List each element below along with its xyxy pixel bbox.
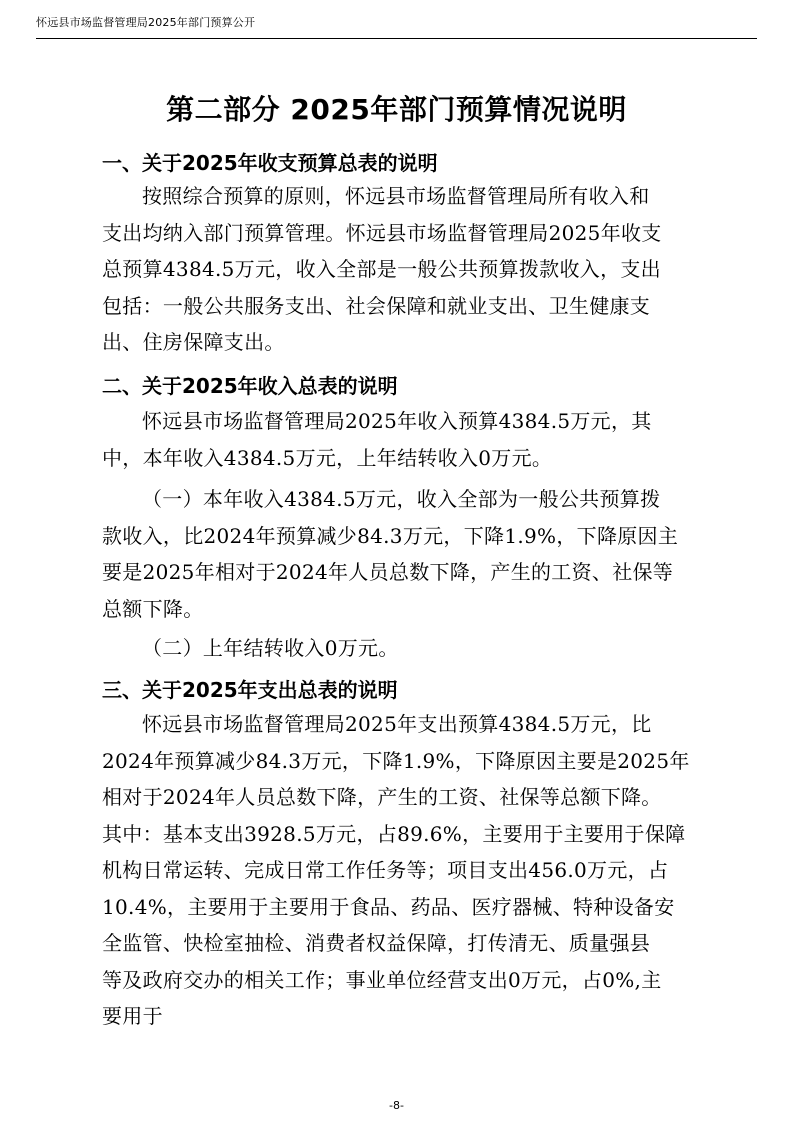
paragraph-line: 中，本年收入4384.5万元，上年结转收入0万元。 [102, 445, 553, 470]
paragraph-line: 等及政府交办的相关工作；事业单位经营支出0万元，占0%,主 [102, 967, 662, 992]
paragraph-line: （一）本年收入4384.5万元，收入全部为一般公共预算拨 [142, 487, 661, 511]
paragraph-line: 怀远县市场监督管理局2025年支出预算4384.5万元，比 [142, 712, 652, 736]
section-heading-3: 三、关于2025年支出总表的说明 [102, 678, 398, 702]
paragraph-line: 2024年预算减少84.3万元，下降1.9%，下降原因主要是2025年 [102, 748, 690, 773]
section-heading-1: 一、关于2025年收支预算总表的说明 [102, 151, 438, 175]
running-header: 怀远县市场监督管理局2025年部门预算公开 [36, 16, 256, 29]
paragraph-line: 要是2025年相对于2024年人员总数下降，产生的工资、社保等 [102, 560, 674, 584]
paragraph-line: 其中：基本支出3928.5万元，占89.6%，主要用于主要用于保障 [102, 821, 686, 846]
page-title: 第二部分 2025年部门预算情况说明 [166, 93, 627, 126]
paragraph-line: 10.4%，主要用于主要用于食品、药品、医疗器械、特种设备安 [102, 894, 675, 919]
paragraph-line: 总预算4384.5万元，收入全部是一般公共预算拨款收入，支出 [102, 257, 661, 281]
paragraph-line: 怀远县市场监督管理局2025年收入预算4384.5万元，其 [142, 409, 652, 433]
paragraph-line: 支出均纳入部门预算管理。怀远县市场监督管理局2025年收支 [102, 220, 662, 245]
paragraph-current-year-income [102, 481, 696, 627]
paragraph-line: 款收入，比2024年预算减少84.3万元，下降1.9%，下降原因主 [102, 523, 679, 548]
paragraph-line: 按照综合预算的原则，怀远县市场监督管理局所有收入和 [142, 184, 650, 208]
header-divider [36, 38, 757, 39]
paragraph-budget-overview [102, 178, 696, 361]
paragraph-line: 包括：一般公共服务支出、社会保障和就业支出、卫生健康支 [102, 293, 651, 318]
paragraph-line: （二）上年结转收入0万元。 [142, 636, 399, 660]
paragraph-income-overview [102, 403, 696, 476]
paragraph-line: 出、住房保障支出。 [102, 330, 285, 354]
paragraph-expenditure-overview [102, 706, 696, 1035]
paragraph-line: 全监管、快检室抽检、消费者权益保障，打传清无、质量强县 [102, 931, 651, 955]
paragraph-carryover-income [102, 630, 696, 667]
paragraph-line: 机构日常运转、完成日常工作任务等；项目支出456.0万元，占 [102, 858, 669, 882]
paragraph-line: 相对于2024年人员总数下降，产生的工资、社保等总额下降。 [102, 785, 662, 809]
paragraph-line: 总额下降。 [102, 596, 204, 621]
paragraph-line: 要用于 [102, 1004, 163, 1028]
section-heading-2: 二、关于2025年收入总表的说明 [102, 374, 398, 398]
page-number: -8- [389, 1099, 404, 1112]
